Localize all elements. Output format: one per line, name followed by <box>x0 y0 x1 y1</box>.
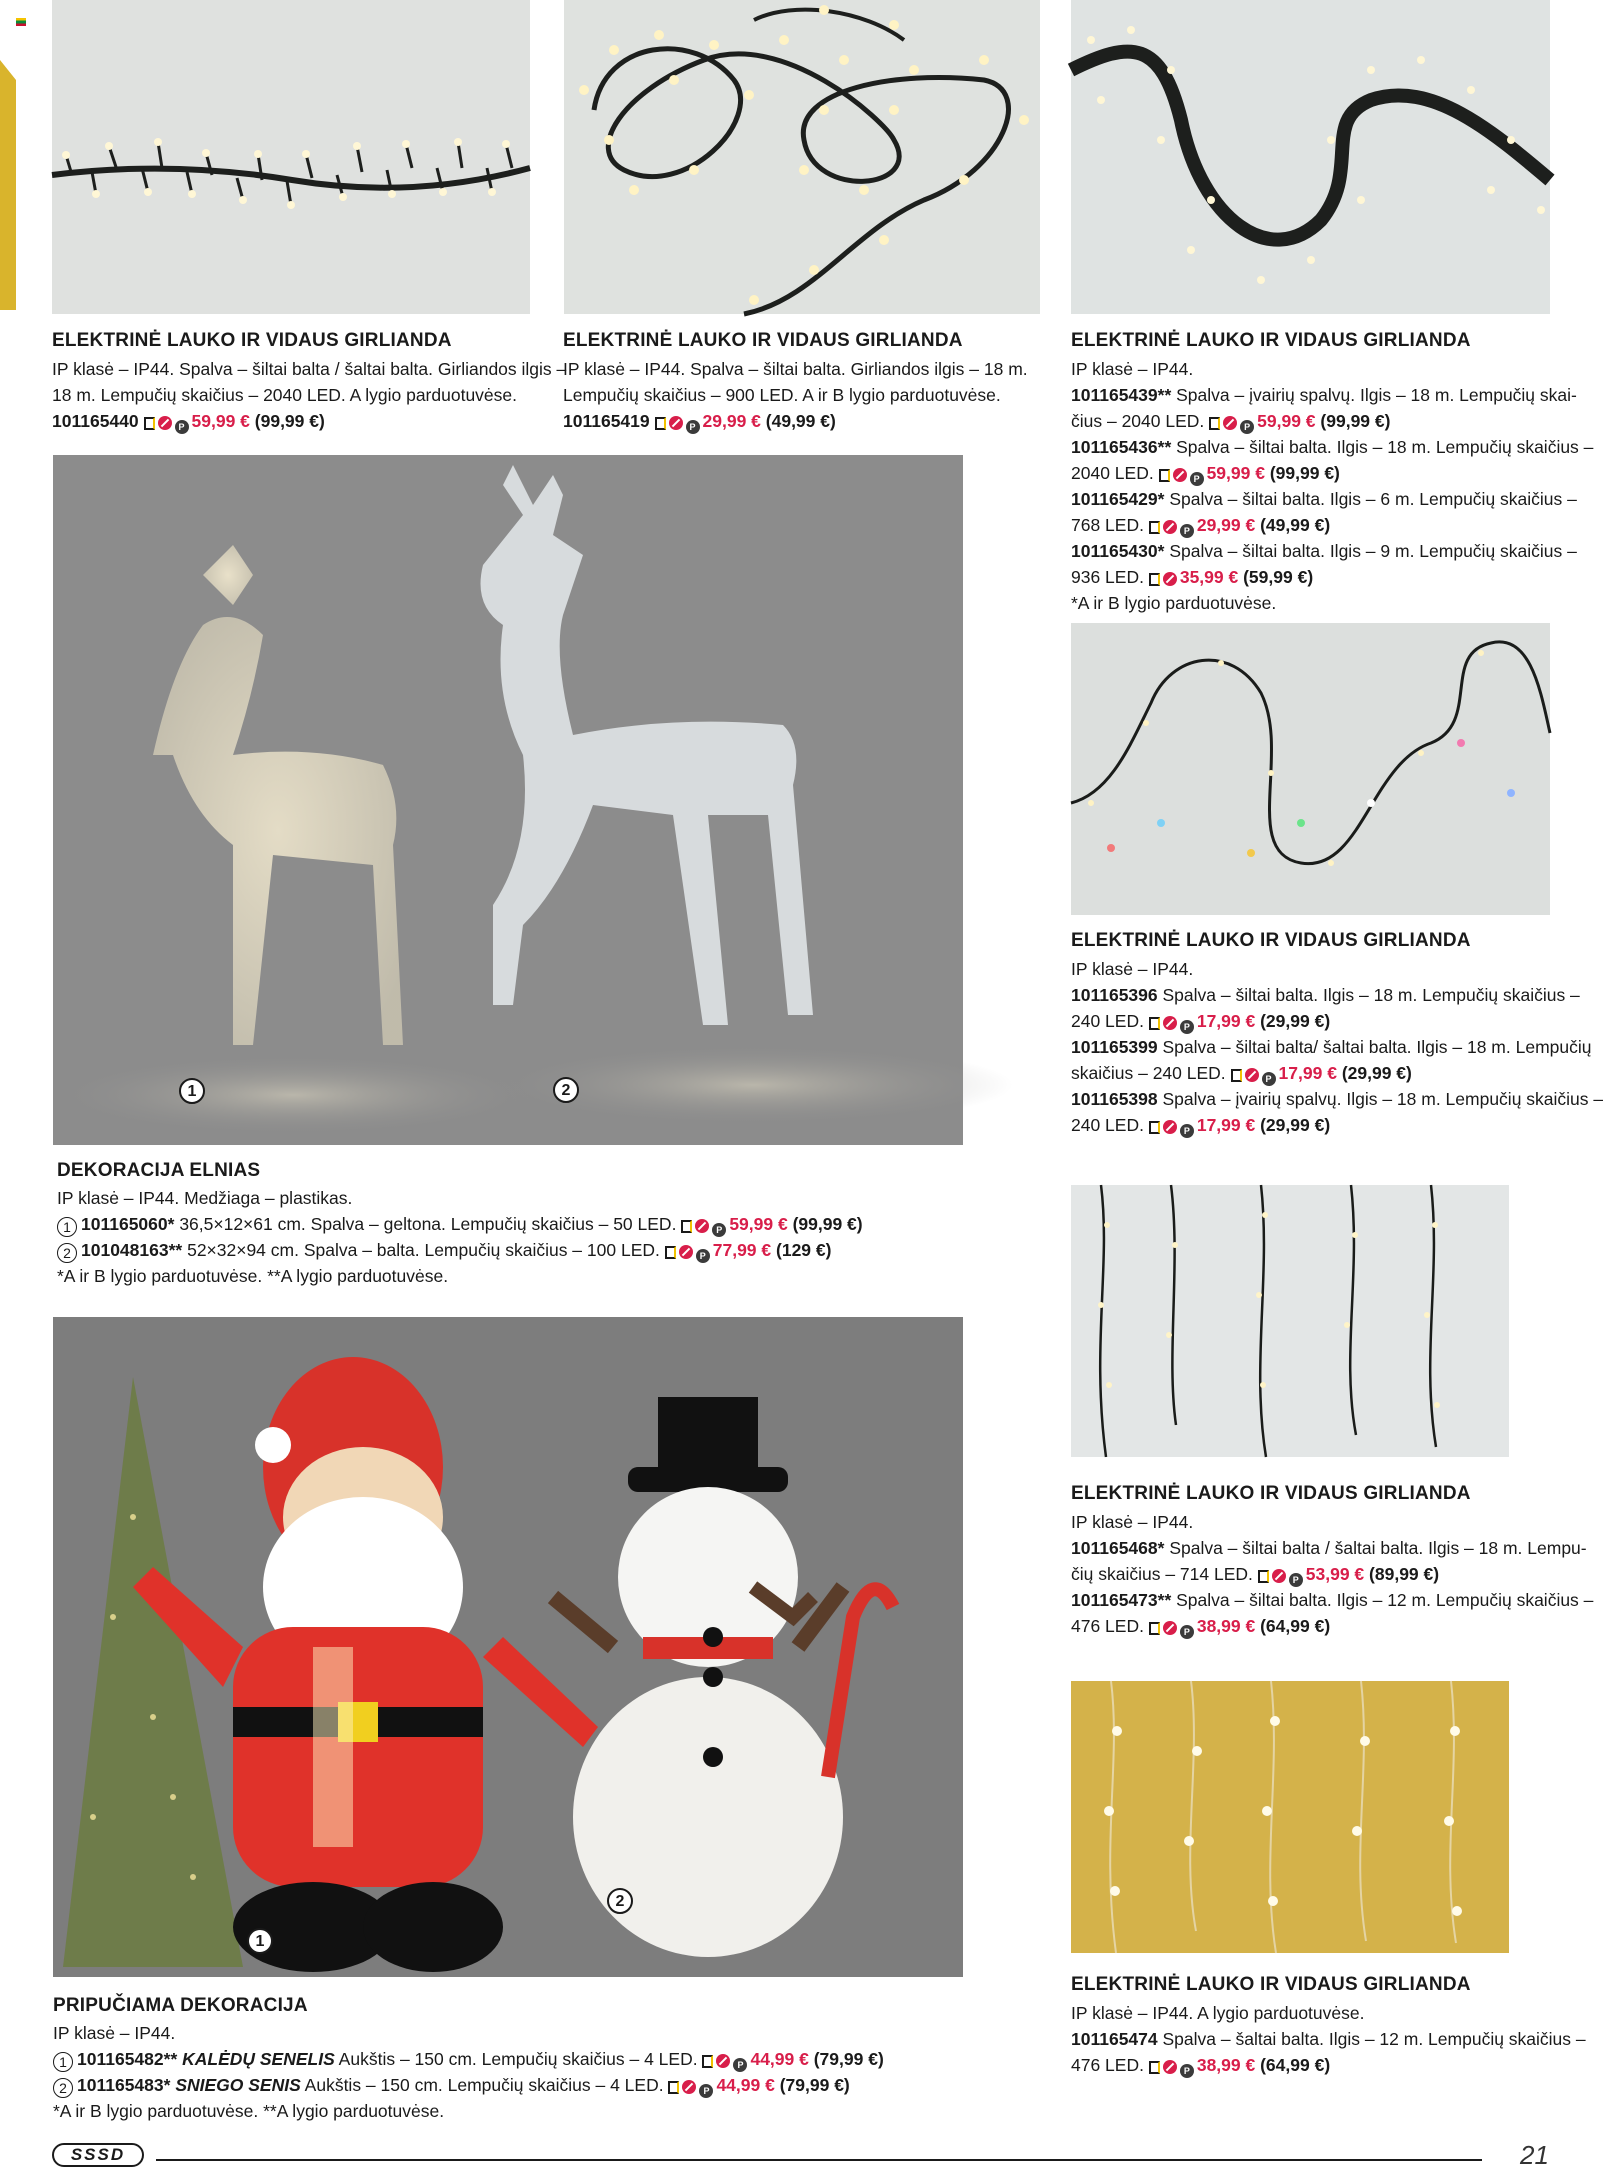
desc-line: IP klasė – IP44. <box>1071 359 1194 379</box>
no-return-icon <box>1272 1569 1286 1583</box>
price: 53,99 € <box>1305 1564 1365 1584</box>
no-return-icon <box>1223 416 1237 430</box>
variant-text: Spalva – šiltai balta. Ilgis – 9 m. Lempučių skaičius – <box>1164 541 1577 561</box>
product-desc-g5 <box>1071 1509 1593 1639</box>
footnote: *A ir B lygio parduotuvėse. <box>1071 593 1277 613</box>
product-code: 101165396 <box>1071 985 1158 1005</box>
price: 59,99 € <box>729 1214 788 1234</box>
variant-text: 768 LED. <box>1071 515 1144 535</box>
variant-line <box>1071 1535 1593 1561</box>
no-return-icon <box>1245 1068 1259 1082</box>
badge-santa: 1 <box>247 1928 273 1954</box>
variant-line <box>1071 1587 1593 1613</box>
product-code: 101165468* <box>1071 1538 1165 1558</box>
eco-label-icon <box>144 417 155 430</box>
no-return-icon <box>669 416 683 430</box>
old-price: (59,99 €) <box>1243 567 1314 587</box>
old-price: (79,99 €) <box>813 2049 884 2069</box>
price-line <box>1071 512 1593 538</box>
old-price: (29,99 €) <box>1260 1115 1331 1135</box>
variant-text: 240 LED. <box>1071 1115 1144 1135</box>
footnote: *A ir B lygio parduotuvėse. **A lygio parduotuvėse. <box>57 1266 449 1286</box>
eco-label-icon <box>1149 2061 1160 2074</box>
parking-icon: P <box>1180 2064 1194 2078</box>
product-code: 101165440 <box>52 411 139 431</box>
parking-icon: P <box>1180 1020 1194 1034</box>
desc-line: IP klasė – IP44. Spalva – šiltai balta / šaltai balta. Girliandos ilgis – <box>52 359 567 379</box>
variant-text: Spalva – šiltai balta. Ilgis – 18 m. Lempučių skaičius – <box>1171 437 1594 457</box>
parking-icon: P <box>1180 1124 1194 1138</box>
desc-line: IP klasė – IP44. A lygio parduotuvėse. <box>1071 2003 1365 2023</box>
eco-label-icon <box>1231 1069 1242 1082</box>
product-code: 101165482** <box>77 2049 178 2069</box>
product-desc-g2 <box>563 356 1028 434</box>
eco-label-icon <box>655 417 666 430</box>
variant-line <box>1071 1034 1603 1060</box>
garland-photo-6 <box>1071 1681 1509 1953</box>
parking-icon: P <box>1289 1573 1303 1587</box>
variant-text: Aukštis – 150 cm. Lempučių skaičius – 4 LED. <box>334 2049 698 2069</box>
badge-snowman: 2 <box>607 1888 633 1914</box>
variant-text: Aukštis – 150 cm. Lempučių skaičius – 4 LED. <box>300 2075 664 2095</box>
variant-text: 2040 LED. <box>1071 463 1154 483</box>
product-desc-inflatable <box>53 2020 884 2124</box>
old-price: (129 €) <box>776 1240 832 1260</box>
garland-photo-3 <box>1071 0 1550 314</box>
old-price: (99,99 €) <box>254 411 325 431</box>
garland-photo-4 <box>1071 623 1550 915</box>
price: 17,99 € <box>1196 1011 1256 1031</box>
price: 38,99 € <box>1196 1616 1256 1636</box>
price: 44,99 € <box>750 2049 809 2069</box>
product-desc-deer <box>57 1185 863 1289</box>
variant-text: Spalva – šiltai balta / šaltai balta. Ilgis – 18 m. Lempu- <box>1164 1538 1587 1558</box>
price: 35,99 € <box>1179 567 1239 587</box>
price-line <box>1071 1060 1603 1086</box>
eco-label-icon <box>1149 1017 1160 1030</box>
price: 77,99 € <box>712 1240 772 1260</box>
product-code: 101165436** <box>1071 437 1172 457</box>
desc-line: IP klasė – IP44. <box>53 2023 176 2043</box>
flag-icon <box>16 18 26 26</box>
product-title-inflatable: PRIPUČIAMA DEKORACIJA <box>53 1995 308 2016</box>
inflatable-photo <box>53 1317 963 1977</box>
badge-deer-1: 1 <box>179 1078 205 1104</box>
parking-icon: P <box>175 420 189 434</box>
eco-label-icon <box>1149 573 1160 586</box>
product-title-g1: ELEKTRINĖ LAUKO IR VIDAUS GIRLIANDA <box>52 330 452 351</box>
price: 17,99 € <box>1278 1063 1337 1083</box>
no-return-icon <box>1163 1621 1177 1635</box>
variant-text: Spalva – šaltai balta. Ilgis – 12 m. Lempučių skaičius – <box>1157 2029 1586 2049</box>
old-price: (99,99 €) <box>792 1214 863 1234</box>
variant-text: 52×32×94 cm. Spalva – balta. Lempučių skaičius – 100 LED. <box>182 1240 660 1260</box>
variant-text: skaičius – 240 LED. <box>1071 1063 1226 1083</box>
desc-line: IP klasė – IP44. <box>1071 1512 1194 1532</box>
eco-label-icon <box>665 1246 676 1259</box>
price-line <box>1071 460 1593 486</box>
product-code: 101165399 <box>1071 1037 1158 1057</box>
footer-rule <box>156 2159 1482 2161</box>
no-return-icon <box>1163 572 1177 586</box>
item-number: 2 <box>53 2078 73 2098</box>
variant-line <box>1071 486 1593 512</box>
eco-label-icon <box>1258 1570 1269 1583</box>
item-number: 2 <box>57 1243 77 1263</box>
no-return-icon <box>158 416 172 430</box>
price: 44,99 € <box>716 2075 775 2095</box>
desc-line: IP klasė – IP44. Spalva – šiltai balta. Girliandos ilgis – 18 m. <box>563 359 1028 379</box>
product-title-deer: DEKORACIJA ELNIAS <box>57 1160 261 1181</box>
variant-line <box>1071 2026 1586 2052</box>
product-name: KALĖDŲ SENELIS <box>177 2049 335 2069</box>
product-title-g6: ELEKTRINĖ LAUKO IR VIDAUS GIRLIANDA <box>1071 1974 1471 1995</box>
price: 59,99 € <box>191 411 250 431</box>
parking-icon: P <box>712 1223 726 1237</box>
variant-line <box>53 2046 884 2072</box>
variant-line <box>53 2072 884 2098</box>
product-code: 101165473** <box>1071 1590 1172 1610</box>
product-code: 101165483* <box>77 2075 171 2095</box>
old-price: (49,99 €) <box>1260 515 1331 535</box>
garland-photo-5 <box>1071 1185 1509 1457</box>
deer-photo <box>53 455 963 1145</box>
price: 29,99 € <box>1196 515 1256 535</box>
garland-photo-1 <box>52 0 530 314</box>
gold-accent-bar <box>0 60 16 310</box>
no-return-icon <box>682 2080 696 2094</box>
variant-text: 476 LED. <box>1071 1616 1144 1636</box>
eco-label-icon <box>1159 469 1170 482</box>
variant-line <box>1071 538 1593 564</box>
parking-icon: P <box>733 2058 747 2072</box>
old-price: (64,99 €) <box>1260 2055 1331 2075</box>
no-return-icon <box>1173 468 1187 482</box>
price-line <box>1071 2052 1586 2078</box>
desc-line: Lempučių skaičius – 900 LED. A ir B lygio parduotuvėse. <box>563 385 1001 405</box>
variant-text: Spalva – įvairių spalvų. Ilgis – 18 m. Lempučių skai- <box>1171 385 1577 405</box>
parking-icon: P <box>1180 1625 1194 1639</box>
no-return-icon <box>1163 2060 1177 2074</box>
parking-icon: P <box>696 1249 710 1263</box>
product-title-g2: ELEKTRINĖ LAUKO IR VIDAUS GIRLIANDA <box>563 330 963 351</box>
price: 59,99 € <box>1206 463 1265 483</box>
variant-text: čius – 2040 LED. <box>1071 411 1205 431</box>
footnote: *A ir B lygio parduotuvėse. **A lygio parduotuvėse. <box>53 2101 445 2121</box>
garland-photo-2 <box>564 0 1040 314</box>
eco-label-icon <box>1149 1121 1160 1134</box>
eco-label-icon <box>702 2055 713 2068</box>
parking-icon: P <box>1190 472 1204 486</box>
variant-text: 240 LED. <box>1071 1011 1144 1031</box>
parking-icon: P <box>699 2084 713 2098</box>
item-number: 1 <box>57 1217 77 1237</box>
parking-icon: P <box>1262 1072 1276 1086</box>
price-line <box>1071 1561 1593 1587</box>
product-desc-g3 <box>1071 356 1593 616</box>
no-return-icon <box>679 1245 693 1259</box>
eco-label-icon <box>681 1220 692 1233</box>
variant-text: Spalva – įvairių spalvų. Ilgis – 18 m. Lempučių skaičius – <box>1157 1089 1603 1109</box>
page-number: 21 <box>1520 2140 1549 2170</box>
old-price: (99,99 €) <box>1320 411 1391 431</box>
price-line <box>563 408 1028 434</box>
old-price: (99,99 €) <box>1269 463 1340 483</box>
variant-text: Spalva – šiltai balta. Ilgis – 6 m. Lempučių skaičius – <box>1164 489 1577 509</box>
variant-line <box>1071 982 1603 1008</box>
price-line <box>1071 1112 1603 1138</box>
product-code: 101165419 <box>563 411 650 431</box>
product-code: 101165430* <box>1071 541 1165 561</box>
product-desc-g4 <box>1071 956 1603 1138</box>
price: 59,99 € <box>1257 411 1316 431</box>
product-code: 101165398 <box>1071 1089 1158 1109</box>
product-desc-g6 <box>1071 2000 1586 2078</box>
parking-icon: P <box>1180 524 1194 538</box>
desc-line: 18 m. Lempučių skaičius – 2040 LED. A lygio parduotuvėse. <box>52 385 517 405</box>
no-return-icon <box>695 1219 709 1233</box>
price-line <box>1071 408 1593 434</box>
variant-text: 476 LED. <box>1071 2055 1144 2075</box>
product-code: 101165439** <box>1071 385 1172 405</box>
no-return-icon <box>1163 520 1177 534</box>
brand-logo <box>52 2143 144 2167</box>
product-desc-g1 <box>52 356 566 434</box>
eco-label-icon <box>1149 1622 1160 1635</box>
price-line <box>1071 1613 1593 1639</box>
product-code: 101165429* <box>1071 489 1165 509</box>
product-title-g4: ELEKTRINĖ LAUKO IR VIDAUS GIRLIANDA <box>1071 930 1471 951</box>
variant-line <box>57 1237 863 1263</box>
item-number: 1 <box>53 2052 73 2072</box>
eco-label-icon <box>1149 521 1160 534</box>
no-return-icon <box>716 2054 730 2068</box>
old-price: (29,99 €) <box>1260 1011 1331 1031</box>
old-price: (49,99 €) <box>765 411 836 431</box>
variant-text: 936 LED. <box>1071 567 1144 587</box>
price-line <box>52 408 566 434</box>
variant-line <box>57 1211 863 1237</box>
price: 38,99 € <box>1196 2055 1256 2075</box>
product-title-g5: ELEKTRINĖ LAUKO IR VIDAUS GIRLIANDA <box>1071 1483 1471 1504</box>
eco-label-icon <box>1209 417 1220 430</box>
price-line <box>1071 1008 1603 1034</box>
no-return-icon <box>1163 1016 1177 1030</box>
product-code: 101165474 <box>1071 2029 1158 2049</box>
brand-logo-text: SSSD <box>70 2145 126 2164</box>
old-price: (64,99 €) <box>1260 1616 1331 1636</box>
product-title-g3: ELEKTRINĖ LAUKO IR VIDAUS GIRLIANDA <box>1071 330 1471 351</box>
variant-text: Spalva – šiltai balta. Ilgis – 12 m. Lempučių skaičius – <box>1171 1590 1594 1610</box>
product-code: 101048163** <box>81 1240 183 1260</box>
desc-line: IP klasė – IP44. <box>1071 959 1194 979</box>
eco-label-icon <box>668 2081 679 2094</box>
variant-line <box>1071 434 1593 460</box>
parking-icon: P <box>686 420 700 434</box>
product-name: SNIEGO SENIS <box>170 2075 301 2095</box>
parking-icon: P <box>1240 420 1254 434</box>
variant-text: Spalva – šiltai balta/ šaltai balta. Ilgis – 18 m. Lempučių <box>1157 1037 1592 1057</box>
old-price: (89,99 €) <box>1369 1564 1440 1584</box>
no-return-icon <box>1163 1120 1177 1134</box>
badge-deer-2: 2 <box>553 1077 579 1103</box>
product-code: 101165060* <box>81 1214 175 1234</box>
price: 17,99 € <box>1196 1115 1256 1135</box>
variant-text: čių skaičius – 714 LED. <box>1071 1564 1253 1584</box>
price-line <box>1071 564 1593 590</box>
variant-text: 36,5×12×61 cm. Spalva – geltona. Lempučių skaičius – 50 LED. <box>174 1214 677 1234</box>
old-price: (79,99 €) <box>779 2075 850 2095</box>
old-price: (29,99 €) <box>1341 1063 1412 1083</box>
variant-line <box>1071 1086 1603 1112</box>
variant-text: Spalva – šiltai balta. Ilgis – 18 m. Lempučių skaičius – <box>1157 985 1580 1005</box>
desc-line: IP klasė – IP44. Medžiaga – plastikas. <box>57 1188 353 1208</box>
variant-line <box>1071 382 1593 408</box>
price: 29,99 € <box>702 411 761 431</box>
